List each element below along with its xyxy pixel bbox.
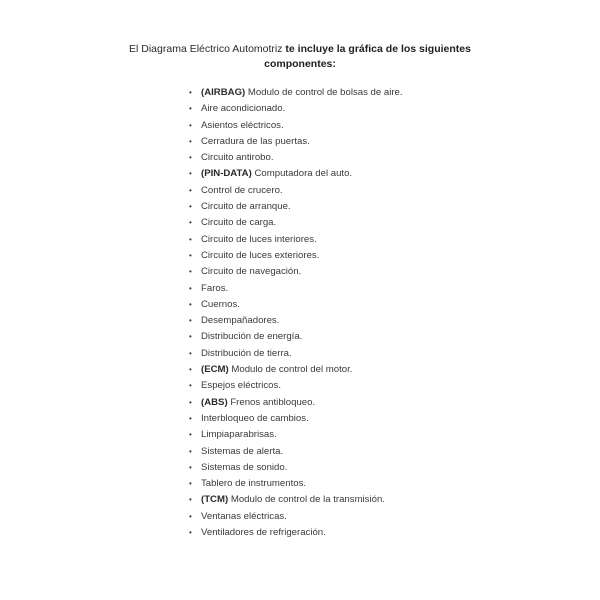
list-item — [189, 183, 403, 199]
component-text: Distribución de energía. — [201, 331, 303, 343]
component-text: Circuito antirobo. — [201, 152, 274, 164]
component-text: Sistemas de alerta. — [201, 445, 284, 457]
component-code: (ECM) — [201, 364, 229, 376]
list-item — [189, 248, 403, 264]
component-text: Circuito de navegación. — [201, 266, 302, 278]
list-item — [189, 101, 403, 117]
component-text: Modulo de control de bolsas de aire. — [245, 87, 403, 98]
component-text: Distribución de tierra. — [201, 347, 292, 359]
list-item — [189, 215, 403, 231]
bullet-icon: • — [189, 169, 192, 179]
bullet-icon: • — [189, 348, 192, 358]
component-text: Control de crucero. — [201, 184, 283, 196]
component-text: Sistemas de sonido. — [201, 461, 288, 473]
bullet-icon: • — [189, 397, 192, 407]
list-item — [189, 492, 403, 508]
component-text: Circuito de luces exteriores. — [201, 249, 320, 261]
list-item — [189, 166, 403, 182]
bullet-icon: • — [189, 381, 192, 391]
heading-line-2: componentes: — [264, 58, 336, 70]
bullet-icon: • — [189, 234, 192, 244]
bullet-icon: • — [189, 365, 192, 375]
bullet-icon: • — [189, 528, 192, 538]
bullet-icon: • — [189, 430, 192, 440]
component-text: Circuito de arranque. — [201, 201, 291, 213]
component-text: Asientos eléctricos. — [201, 119, 284, 131]
bullet-icon: • — [189, 185, 192, 195]
list-item — [189, 427, 403, 443]
component-text: Interbloqueo de cambios. — [201, 412, 309, 424]
component-code: (ABS) — [201, 396, 228, 408]
bullet-icon: • — [189, 153, 192, 163]
list-item — [189, 525, 403, 541]
list-item — [189, 411, 403, 427]
bullet-icon: • — [189, 299, 192, 309]
component-text: Frenos antibloqueo. — [227, 396, 316, 408]
bullet-icon: • — [189, 479, 192, 489]
heading-normal-text: El Diagrama Eléctrico Automotriz — [129, 43, 286, 55]
component-code: (TCM) — [201, 494, 229, 506]
component-text: Modulo de control de la transmisión. — [228, 494, 385, 506]
component-list — [189, 85, 403, 541]
list-item — [189, 199, 403, 215]
list-item — [189, 329, 403, 345]
heading-bold-text: te incluye la gráfica de los siguientes — [285, 43, 471, 55]
list-item — [189, 232, 403, 248]
bullet-icon: • — [189, 511, 192, 521]
component-text: Tablero de instrumentos. — [201, 478, 307, 490]
component-code: (PIN-DATA) — [201, 168, 252, 180]
list-item — [189, 118, 403, 134]
list-item — [189, 395, 403, 411]
list-item — [189, 85, 403, 101]
component-text: Circuito de carga. — [201, 217, 277, 229]
list-item — [189, 264, 403, 280]
bullet-icon: • — [189, 136, 192, 146]
list-item — [189, 134, 403, 150]
list-item — [189, 362, 403, 378]
component-text: Cerradura de las puertas. — [201, 135, 310, 147]
component-text: Cuernos. — [201, 298, 240, 310]
bullet-icon: • — [189, 202, 192, 212]
bullet-icon: • — [189, 332, 192, 342]
bullet-icon: • — [189, 250, 192, 260]
bullet-icon: • — [189, 413, 192, 423]
list-item — [189, 378, 403, 394]
list-item — [189, 444, 403, 460]
heading-line-1 — [0, 42, 600, 57]
bullet-icon: • — [189, 495, 192, 505]
bullet-icon: • — [189, 218, 192, 228]
component-text: Limpiaparabrisas. — [201, 429, 277, 441]
bullet-icon: • — [189, 267, 192, 277]
list-item — [189, 297, 403, 313]
list-item — [189, 313, 403, 329]
bullet-icon: • — [189, 104, 192, 114]
list-item — [189, 476, 403, 492]
component-text: Aire acondicionado. — [201, 103, 286, 115]
bullet-icon: • — [189, 462, 192, 472]
component-text: Circuito de luces interiores. — [201, 233, 317, 245]
list-item — [189, 346, 403, 362]
bullet-icon: • — [189, 283, 192, 293]
bullet-icon: • — [189, 446, 192, 456]
component-text: Ventiladores de refrigeración. — [201, 527, 326, 539]
bullet-icon: • — [189, 120, 192, 130]
intro-heading — [0, 42, 600, 72]
list-item — [189, 281, 403, 297]
component-text: Faros. — [201, 282, 229, 294]
component-code: (AIRBAG) — [201, 87, 246, 98]
list-item — [189, 509, 403, 525]
bullet-icon: • — [189, 316, 192, 326]
list-item — [189, 150, 403, 166]
bullet-icon: • — [189, 88, 192, 97]
list-item — [189, 460, 403, 476]
component-text: Espejos eléctricos. — [201, 380, 281, 392]
component-text: Ventanas eléctricas. — [201, 510, 287, 522]
component-text: Desempañadores. — [201, 315, 280, 327]
component-text: Modulo de control del motor. — [228, 364, 353, 376]
component-text: Computadora del auto. — [251, 168, 353, 180]
